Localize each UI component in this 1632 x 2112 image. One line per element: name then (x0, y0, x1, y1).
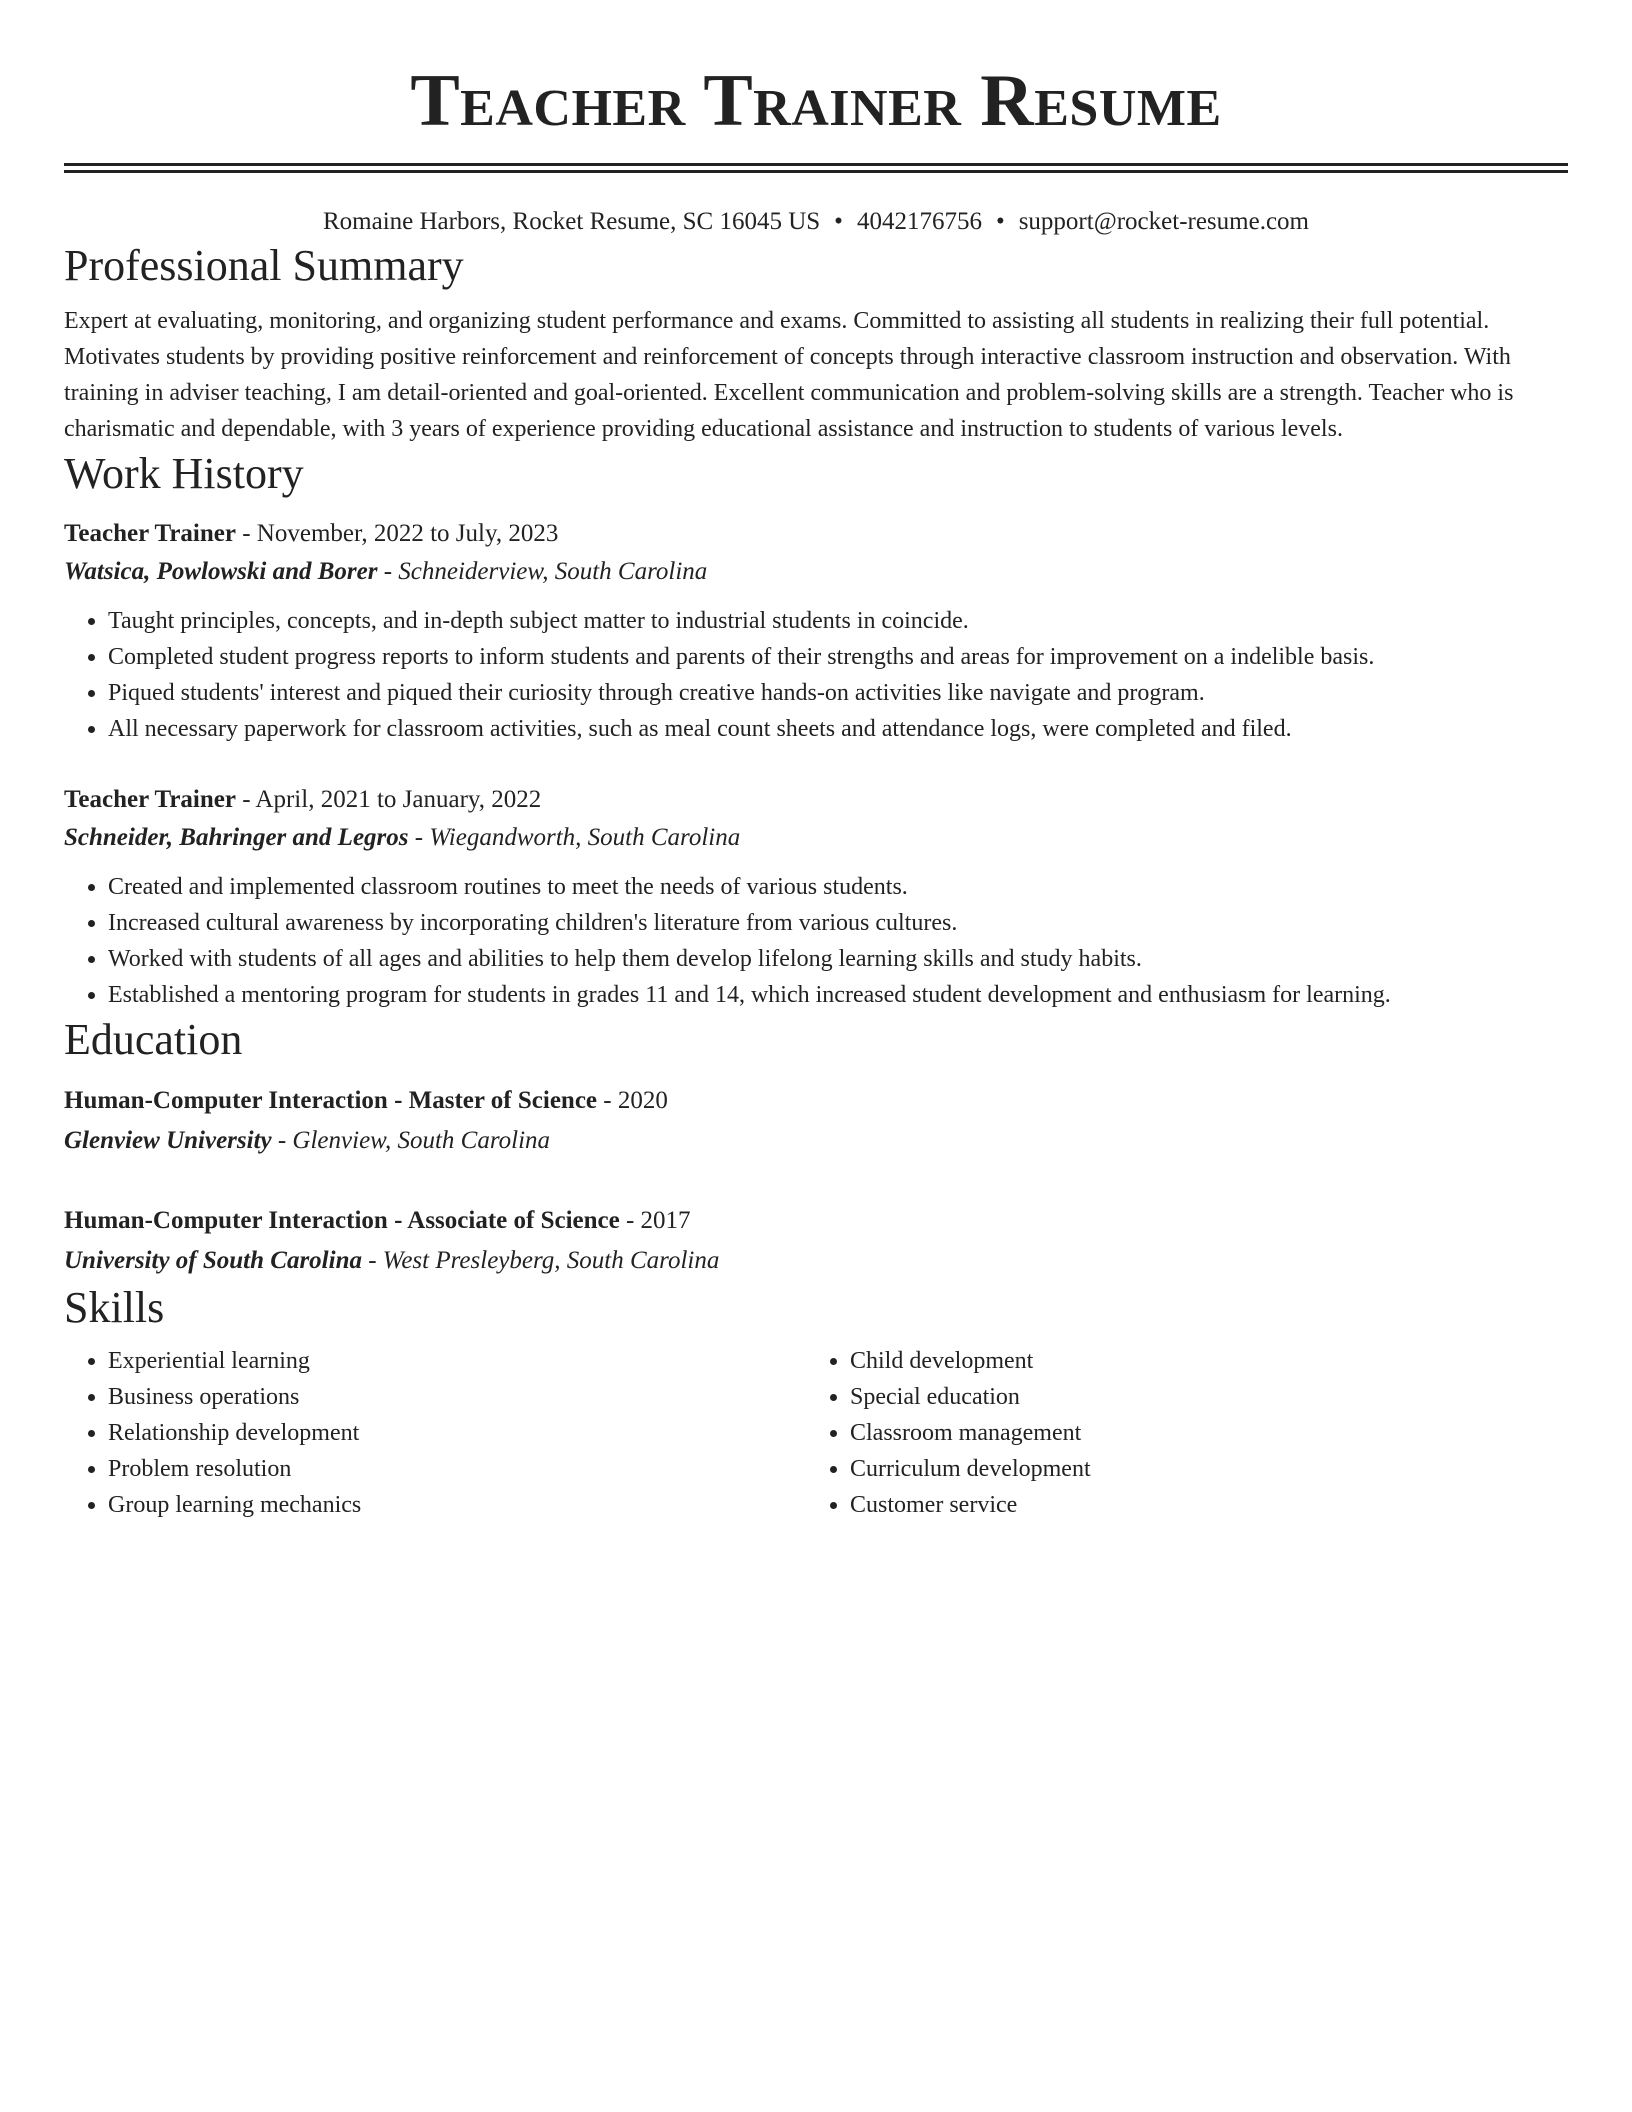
title-double-rule (64, 163, 1568, 173)
education-year: - 2017 (619, 1207, 691, 1234)
job-bullet: • Taught principles, concepts, and in-depth subject matter to industrial students in coincide. (108, 603, 1568, 639)
job-company-line (64, 819, 1568, 857)
resume-title: Teacher Trainer Resume (410, 60, 1222, 142)
job-title-line (64, 515, 1568, 553)
job-company-line (64, 553, 1568, 591)
skill-item: • Classroom management (850, 1415, 1548, 1451)
education-entry (64, 1201, 1568, 1281)
education-school-line (64, 1241, 1568, 1281)
job-dates: - April, 2021 to January, 2022 (235, 786, 542, 813)
education-entry (64, 1081, 1568, 1161)
skills-list-right (806, 1343, 1548, 1523)
contact-separator: • (834, 208, 843, 235)
job-bullet: • Piqued students' interest and piqued their curiosity through creative hands-on activities like navigate and program. (108, 675, 1568, 711)
job-bullets (64, 869, 1568, 1013)
skill-item: • Customer service (850, 1487, 1548, 1523)
skill-item: • Problem resolution (108, 1451, 806, 1487)
skill-item: • Group learning mechanics (108, 1487, 806, 1523)
job-location: - Schneiderview, South Carolina (377, 558, 708, 585)
education-school: Glenview University (64, 1127, 272, 1154)
job-entry (64, 515, 1568, 747)
job-bullet: • Established a mentoring program for students in grades 11 and 14, which increased student development and enthusiasm for learning. (108, 977, 1568, 1013)
contact-email: support@rocket-resume.com (1018, 208, 1309, 235)
job-bullet: • All necessary paperwork for classroom activities, such as meal count sheets and attendance logs, were completed and filed. (108, 711, 1568, 747)
skills-heading: Skills (64, 1283, 165, 1332)
skills-list-left (64, 1343, 806, 1523)
skill-item: • Curriculum development (850, 1451, 1548, 1487)
education-location: - Glenview, South Carolina (271, 1127, 551, 1154)
education-year: - 2020 (597, 1087, 668, 1114)
contact-separator: • (995, 208, 1005, 235)
job-bullet: • Completed student progress reports to inform students and parents of their strengths and areas for improvement on a indelible basis. (108, 639, 1568, 675)
skills-columns (64, 1343, 1568, 1523)
education-degree-line (64, 1201, 1568, 1241)
education-degree: Human-Computer Interaction - Master of Science (64, 1087, 598, 1114)
job-company: Watsica, Powlowski and Borer (64, 558, 378, 585)
education-school-line (64, 1121, 1568, 1161)
skill-item: • Experiential learning (108, 1343, 806, 1379)
job-location: - Wiegandworth, South Carolina (408, 824, 741, 851)
education-degree: Human-Computer Interaction - Associate of Science (64, 1207, 620, 1234)
job-company: Schneider, Bahringer and Legros (64, 824, 409, 851)
education-school: University of South Carolina (64, 1247, 362, 1274)
skill-item: • Child development (850, 1343, 1548, 1379)
summary-text: Expert at evaluating, monitoring, and organizing student performance and exams. Committed to assisting all students in realizing their full potential. Motivates students by providing positive reinforcement and reinforcement of concepts through interactive classroom instruction and observation. With training in adviser teaching, I am detail-oriented and goal-oriented. Excellent communication and problem-solving skills are a strength. Teacher who is charismatic and dependable, with 3 years of experience providing educational assistance and instruction to students of various levels. (64, 308, 1514, 442)
job-entry (64, 781, 1568, 1013)
skill-item: • Special education (850, 1379, 1548, 1415)
education-heading: Education (64, 1015, 243, 1064)
job-title: Teacher Trainer (64, 520, 236, 547)
contact-address: Romaine Harbors, Rocket Resume, SC 16045 US (322, 208, 821, 235)
job-bullets (64, 603, 1568, 747)
summary-heading: Professional Summary (64, 241, 464, 290)
education-location: - West Presleyberg, South Carolina (361, 1247, 720, 1274)
job-bullet: • Worked with students of all ages and abilities to help them develop lifelong learning skills and study habits. (108, 941, 1568, 977)
skill-item: • Relationship development (108, 1415, 806, 1451)
contact-phone: 4042176756 (856, 208, 982, 235)
job-bullet: • Increased cultural awareness by incorporating children's literature from various cultures. (108, 905, 1568, 941)
contact-line (64, 205, 1568, 239)
job-title: Teacher Trainer (64, 786, 236, 813)
job-dates: - November, 2022 to July, 2023 (235, 520, 559, 547)
job-title-line (64, 781, 1568, 819)
education-degree-line (64, 1081, 1568, 1121)
work-history-heading: Work History (64, 449, 304, 498)
job-bullet: • Created and implemented classroom routines to meet the needs of various students. (108, 869, 1568, 905)
skill-item: • Business operations (108, 1379, 806, 1415)
